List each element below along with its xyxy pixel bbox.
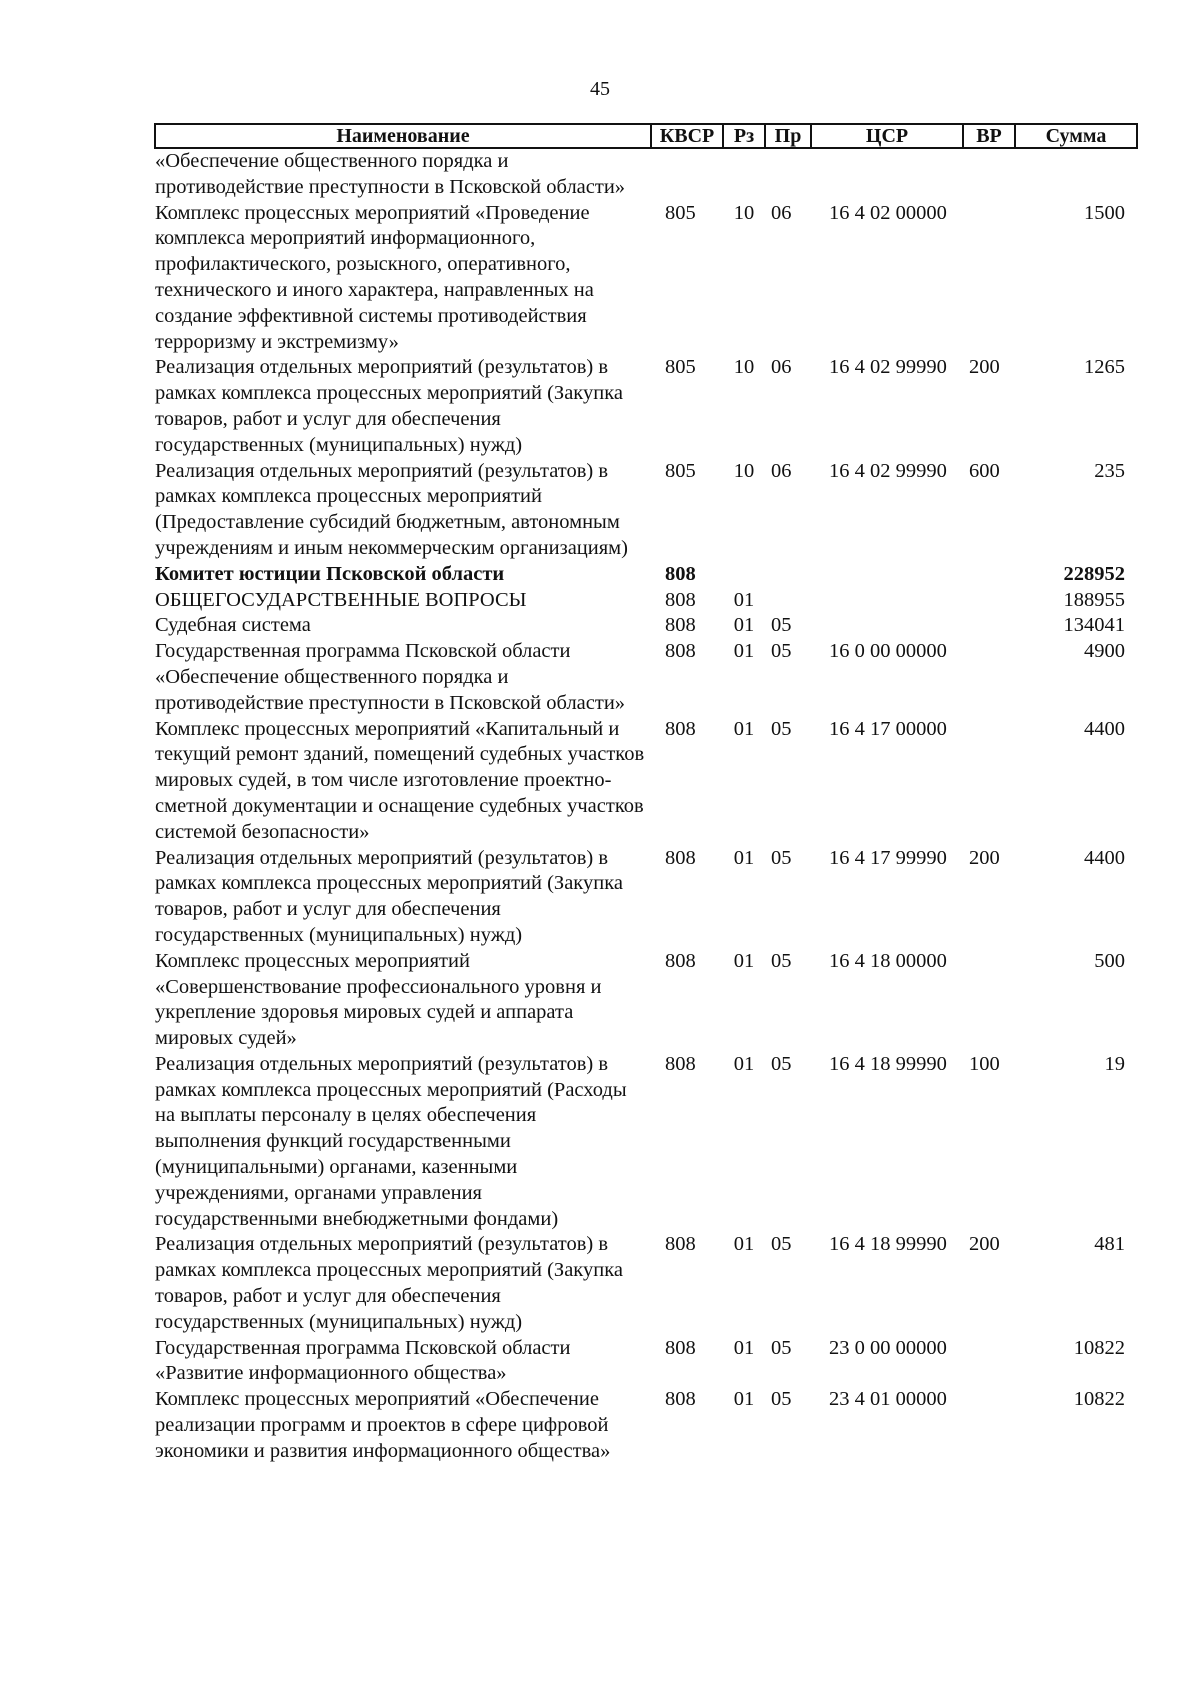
header-sum: Сумма [1015, 124, 1137, 148]
cell-vr: 600 [969, 459, 1000, 482]
table-row [155, 639, 1137, 716]
table-row [155, 148, 1137, 201]
cell-sum: 10822 [1073, 1388, 1125, 1411]
cell-pr: 05 [771, 640, 792, 663]
table-body [155, 148, 1137, 1465]
cell-rz: 01 [733, 1388, 755, 1411]
cell-sum: 481 [1094, 1233, 1125, 1256]
cell-kvsr: 808 [665, 846, 696, 869]
cell-name: Комплекс процессных мероприятий «Проведение комплекса мероприятий информационного, профилактического, розыскного, оперативного, технического и иного характера, направленных на создание эффективной системы противодействия терроризму и экстремизму» [155, 201, 594, 353]
cell-rz: 10 [733, 459, 755, 482]
cell-pr: 05 [771, 949, 792, 972]
cell-rz: 01 [733, 846, 755, 869]
cell-kvsr [651, 148, 723, 201]
table-row [155, 717, 1137, 846]
cell-vr [963, 639, 1015, 716]
cell-kvsr: 805 [665, 356, 696, 379]
cell-csr: 16 4 18 99990 [829, 1052, 947, 1075]
cell-csr: 16 4 02 99990 [829, 356, 947, 379]
cell-pr: 05 [771, 846, 792, 869]
cell-name: Реализация отдельных мероприятий (результатов) в рамках комплекса процессных мероприятий (Расходы на выплаты персоналу в целях обеспечения выполнения функций государственными (муниципальными) органами, казенными учреждениями, органами управления государственными внебюджетными фондами) [155, 1052, 627, 1230]
cell-sum: 4400 [1084, 717, 1125, 740]
cell-pr: 05 [771, 717, 792, 740]
cell-name: Комплекс процессных мероприятий «Капитальный и текущий ремонт зданий, помещений судебных участков мировых судей, в том числе изготовление проектно-сметной документации и оснащение судебных участков системой безопасности» [155, 717, 645, 843]
page-number: 45 [590, 78, 610, 100]
cell-name: Комитет юстиции Псковской области [155, 562, 505, 585]
cell-vr: 200 [969, 1233, 1000, 1256]
cell-vr: 200 [969, 846, 1000, 869]
table-row [155, 1336, 1137, 1388]
cell-csr: 16 4 18 99990 [829, 1233, 947, 1256]
cell-name: ОБЩЕГОСУДАРСТВЕННЫЕ ВОПРОСЫ [155, 588, 527, 611]
cell-sum: 19 [1104, 1052, 1125, 1075]
table-row [155, 355, 1137, 458]
cell-kvsr: 805 [665, 459, 696, 482]
table-row [155, 1052, 1137, 1233]
cell-name: Судебная система [155, 614, 311, 637]
cell-rz [723, 562, 765, 588]
cell-name: Государственная программа Псковской области «Развитие информационного общества» [155, 1336, 571, 1385]
table-row [155, 588, 1137, 614]
cell-sum: 10822 [1073, 1336, 1125, 1359]
cell-csr: 16 4 18 00000 [829, 949, 947, 972]
table-row [155, 562, 1137, 588]
cell-vr [963, 1387, 1015, 1464]
header-vr: ВР [963, 124, 1015, 148]
cell-pr: 05 [771, 1336, 792, 1359]
cell-pr [765, 562, 811, 588]
cell-vr [963, 148, 1015, 201]
cell-pr: 05 [771, 1388, 792, 1411]
table-row [155, 613, 1137, 639]
cell-pr: 06 [771, 459, 792, 482]
cell-kvsr: 808 [665, 949, 696, 972]
cell-rz: 01 [733, 949, 755, 972]
cell-name: Реализация отдельных мероприятий (результатов) в рамках комплекса процессных мероприятий (Закупка товаров, работ и услуг для обеспечения государственных (муниципальных) нужд) [155, 846, 623, 946]
cell-sum: 188955 [1063, 588, 1125, 611]
cell-rz: 01 [733, 614, 755, 637]
cell-csr: 16 4 02 99990 [829, 459, 947, 482]
cell-csr: 23 4 01 00000 [829, 1388, 947, 1411]
cell-name: Комплекс процессных мероприятий «Обеспечение реализации программ и проектов в сфере цифровой экономики и развития информационного общества» [155, 1388, 611, 1462]
cell-vr [963, 613, 1015, 639]
cell-name: Комплекс процессных мероприятий «Совершенствование профессионального уровня и укрепление здоровья мировых судей и аппарата мировых судей» [155, 949, 602, 1050]
cell-kvsr: 808 [665, 562, 696, 585]
cell-csr: 16 4 02 00000 [829, 201, 947, 224]
cell-csr: 16 4 17 99990 [829, 846, 947, 869]
table-row [155, 1387, 1137, 1464]
cell-kvsr: 808 [665, 1233, 696, 1256]
cell-name: Реализация отдельных мероприятий (результатов) в рамках комплекса процессных мероприятий (Закупка товаров, работ и услуг для обеспечения государственных (муниципальных) нужд) [155, 356, 623, 456]
cell-name: Реализация отдельных мероприятий (результатов) в рамках комплекса процессных мероприятий (Предоставление субсидий бюджетным, автономным учреждениям и иным некоммерческим организациям) [155, 459, 628, 559]
table-row [155, 846, 1137, 949]
cell-pr: 06 [771, 201, 792, 224]
cell-sum: 4900 [1084, 640, 1125, 663]
table-row [155, 201, 1137, 356]
cell-sum: 1265 [1084, 356, 1125, 379]
cell-kvsr: 808 [665, 1388, 696, 1411]
cell-vr [963, 201, 1015, 356]
cell-csr [811, 588, 963, 614]
cell-vr [963, 949, 1015, 1052]
cell-name: Государственная программа Псковской области «Обеспечение общественного порядка и противодействие преступности в Псковской области» [155, 640, 626, 714]
cell-vr: 200 [969, 356, 1000, 379]
cell-pr: 05 [771, 1052, 792, 1075]
cell-sum: 134041 [1063, 614, 1125, 637]
header-name: Наименование [155, 124, 651, 148]
cell-rz: 01 [733, 640, 755, 663]
cell-pr: 05 [771, 614, 792, 637]
cell-kvsr: 808 [665, 717, 696, 740]
cell-pr: 05 [771, 1233, 792, 1256]
cell-kvsr: 808 [665, 1336, 696, 1359]
cell-csr [811, 562, 963, 588]
cell-sum: 1500 [1084, 201, 1125, 224]
table-header-row [155, 124, 1137, 148]
cell-vr [963, 562, 1015, 588]
cell-sum [1015, 148, 1137, 201]
cell-rz: 01 [733, 717, 755, 740]
cell-kvsr: 808 [665, 640, 696, 663]
cell-rz: 10 [733, 201, 755, 224]
cell-rz: 01 [733, 588, 755, 611]
cell-name: «Обеспечение общественного порядка и противодействие преступности в Псковской области» [155, 150, 626, 198]
cell-name: Реализация отдельных мероприятий (результатов) в рамках комплекса процессных мероприятий (Закупка товаров, работ и услуг для обеспечения государственных (муниципальных) нужд) [155, 1233, 623, 1333]
cell-vr [963, 1336, 1015, 1388]
cell-rz: 01 [733, 1336, 755, 1359]
cell-pr: 06 [771, 356, 792, 379]
table-row [155, 949, 1137, 1052]
cell-pr [765, 148, 811, 201]
cell-sum: 228952 [1063, 562, 1125, 585]
cell-rz: 10 [733, 356, 755, 379]
cell-vr [963, 588, 1015, 614]
cell-vr [963, 717, 1015, 846]
cell-csr [811, 148, 963, 201]
cell-csr: 16 4 17 00000 [829, 717, 947, 740]
header-pr: Пр [765, 124, 811, 148]
cell-rz: 01 [733, 1052, 755, 1075]
cell-sum: 235 [1094, 459, 1125, 482]
cell-sum: 500 [1094, 949, 1125, 972]
cell-sum: 4400 [1084, 846, 1125, 869]
budget-table [154, 123, 1138, 1465]
cell-kvsr: 808 [665, 614, 696, 637]
cell-pr [765, 588, 811, 614]
cell-kvsr: 805 [665, 201, 696, 224]
cell-vr: 100 [969, 1052, 1000, 1075]
cell-rz [723, 148, 765, 201]
header-csr: ЦСР [811, 124, 963, 148]
cell-csr [811, 613, 963, 639]
cell-kvsr: 808 [665, 1052, 696, 1075]
table-row [155, 459, 1137, 562]
table-row [155, 1232, 1137, 1335]
header-rz: Рз [723, 124, 765, 148]
header-kvsr: КВСР [651, 124, 723, 148]
cell-csr: 16 0 00 00000 [829, 640, 947, 663]
cell-rz: 01 [733, 1233, 755, 1256]
cell-csr: 23 0 00 00000 [829, 1336, 947, 1359]
cell-kvsr: 808 [665, 588, 696, 611]
